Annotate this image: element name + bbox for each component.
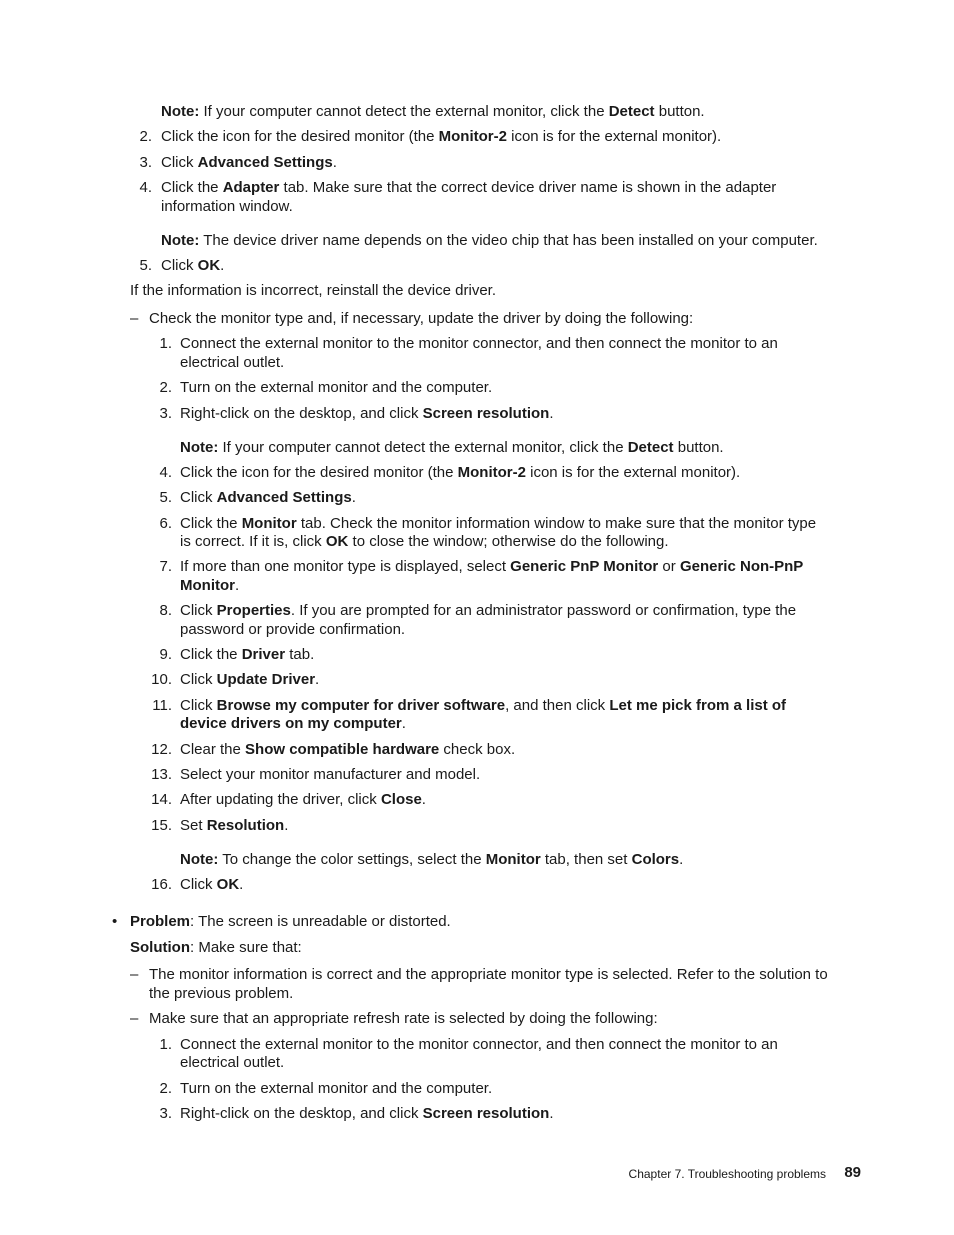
step-monitor-tab: Click the Monitor tab. Check the monitor information window to make sure that the monitor type xyxy=(180,515,817,532)
step-browse-computer: Click Browse my computer for driver software, and then click Let me pick from a list of xyxy=(180,697,787,714)
dash-mark: – xyxy=(130,310,139,327)
step-advanced-settings: Click Advanced Settings. xyxy=(180,489,356,506)
step-number: 5. xyxy=(139,257,152,274)
dash-monitor-info-cont: the previous problem. xyxy=(149,985,294,1002)
dash-mark: – xyxy=(130,966,139,983)
step-number: 2. xyxy=(159,1080,172,1097)
step-number: 3. xyxy=(159,1105,172,1122)
step-number: 1. xyxy=(159,335,172,352)
step-number: 6. xyxy=(159,515,172,532)
step-generic-monitor-cont: Monitor. xyxy=(180,577,240,594)
step-connect-monitor: Connect the external monitor to the monitor connector, and then connect the monitor to an xyxy=(180,335,778,352)
step-number: 3. xyxy=(139,154,152,171)
step-browse-computer-cont: device drivers on my computer. xyxy=(180,715,406,732)
page-number: 89 xyxy=(844,1164,861,1181)
step-click-close: After updating the driver, click Close. xyxy=(180,791,426,808)
step-number: 2. xyxy=(139,128,152,145)
step-driver-tab: Click the Driver tab. xyxy=(180,646,315,663)
step-number: 9. xyxy=(159,646,172,663)
step-properties-cont: password or provide confirmation. xyxy=(180,621,406,638)
step-monitor-tab-cont: is correct. If it is, click OK to close the window; otherwise do the following. xyxy=(180,533,669,550)
note-driver-name: Note: The device driver name depends on the video chip that has been installed on your computer. xyxy=(161,232,818,249)
step-clear-compatible: Clear the Show compatible hardware check box. xyxy=(180,741,516,758)
dash-mark: – xyxy=(130,1010,139,1027)
solution-statement: Solution: Make sure that: xyxy=(130,939,302,956)
step-turn-on: Turn on the external monitor and the computer. xyxy=(180,379,493,396)
step-click-ok: Click OK. xyxy=(180,876,244,893)
step-number: 12. xyxy=(151,741,172,758)
step-select-monitor: Click the icon for the desired monitor (the Monitor-2 icon is for the external monitor). xyxy=(180,464,741,481)
footer-chapter-title: Chapter 7. Troubleshooting problems xyxy=(628,1167,826,1181)
dash-monitor-info: The monitor information is correct and the appropriate monitor type is selected. Refer to the solution to xyxy=(149,966,828,983)
step-connect-monitor-cont: electrical outlet. xyxy=(180,1054,285,1071)
step-number: 13. xyxy=(151,766,172,783)
step-number: 5. xyxy=(159,489,172,506)
step-adapter-tab: Click the Adapter tab. Make sure that the correct device driver name is shown in the adapter xyxy=(161,179,777,196)
step-number: 10. xyxy=(151,671,172,688)
paragraph-reinstall: If the information is incorrect, reinstall the device driver. xyxy=(130,282,496,299)
step-number: 11. xyxy=(152,697,172,714)
step-number: 4. xyxy=(159,464,172,481)
step-number: 8. xyxy=(159,602,172,619)
step-properties: Click Properties. If you are prompted for an administrator password or confirmation, type the xyxy=(180,602,797,619)
step-number: 14. xyxy=(151,791,172,808)
step-number: 15. xyxy=(151,817,172,834)
step-advanced-settings: Click Advanced Settings. xyxy=(161,154,337,171)
step-connect-monitor: Connect the external monitor to the monitor connector, and then connect the monitor to an xyxy=(180,1036,778,1053)
note-detect: Note: If your computer cannot detect the external monitor, click the Detect button. xyxy=(161,103,705,120)
problem-statement: Problem: The screen is unreadable or distorted. xyxy=(130,913,451,930)
step-turn-on: Turn on the external monitor and the computer. xyxy=(180,1080,493,1097)
step-select-monitor: Click the icon for the desired monitor (the Monitor-2 icon is for the external monitor). xyxy=(161,128,722,145)
step-set-resolution: Set Resolution. xyxy=(180,817,289,834)
step-adapter-tab-cont: information window. xyxy=(161,198,293,215)
step-number: 1. xyxy=(159,1036,172,1053)
step-number: 4. xyxy=(139,179,152,196)
step-update-driver: Click Update Driver. xyxy=(180,671,320,688)
dash-refresh-rate: Make sure that an appropriate refresh rate is selected by doing the following: xyxy=(149,1010,658,1027)
bullet: • xyxy=(112,913,118,930)
step-generic-monitor: If more than one monitor type is displayed, select Generic PnP Monitor or Generic Non-PnP xyxy=(180,558,804,575)
step-number: 7. xyxy=(159,558,172,575)
step-screen-resolution: Right-click on the desktop, and click Screen resolution. xyxy=(180,405,554,422)
note-colors: Note: To change the color settings, select the Monitor tab, then set Colors. xyxy=(180,851,684,868)
dash-check-monitor-type: Check the monitor type and, if necessary, update the driver by doing the following: xyxy=(149,310,694,327)
step-number: 3. xyxy=(159,405,172,422)
note-detect: Note: If your computer cannot detect the external monitor, click the Detect button. xyxy=(180,439,724,456)
step-click-ok: Click OK. xyxy=(161,257,225,274)
step-select-manufacturer: Select your monitor manufacturer and model. xyxy=(180,766,481,783)
step-connect-monitor-cont: electrical outlet. xyxy=(180,354,285,371)
step-number: 16. xyxy=(151,876,172,893)
step-screen-resolution: Right-click on the desktop, and click Screen resolution. xyxy=(180,1105,554,1122)
step-number: 2. xyxy=(159,379,172,396)
